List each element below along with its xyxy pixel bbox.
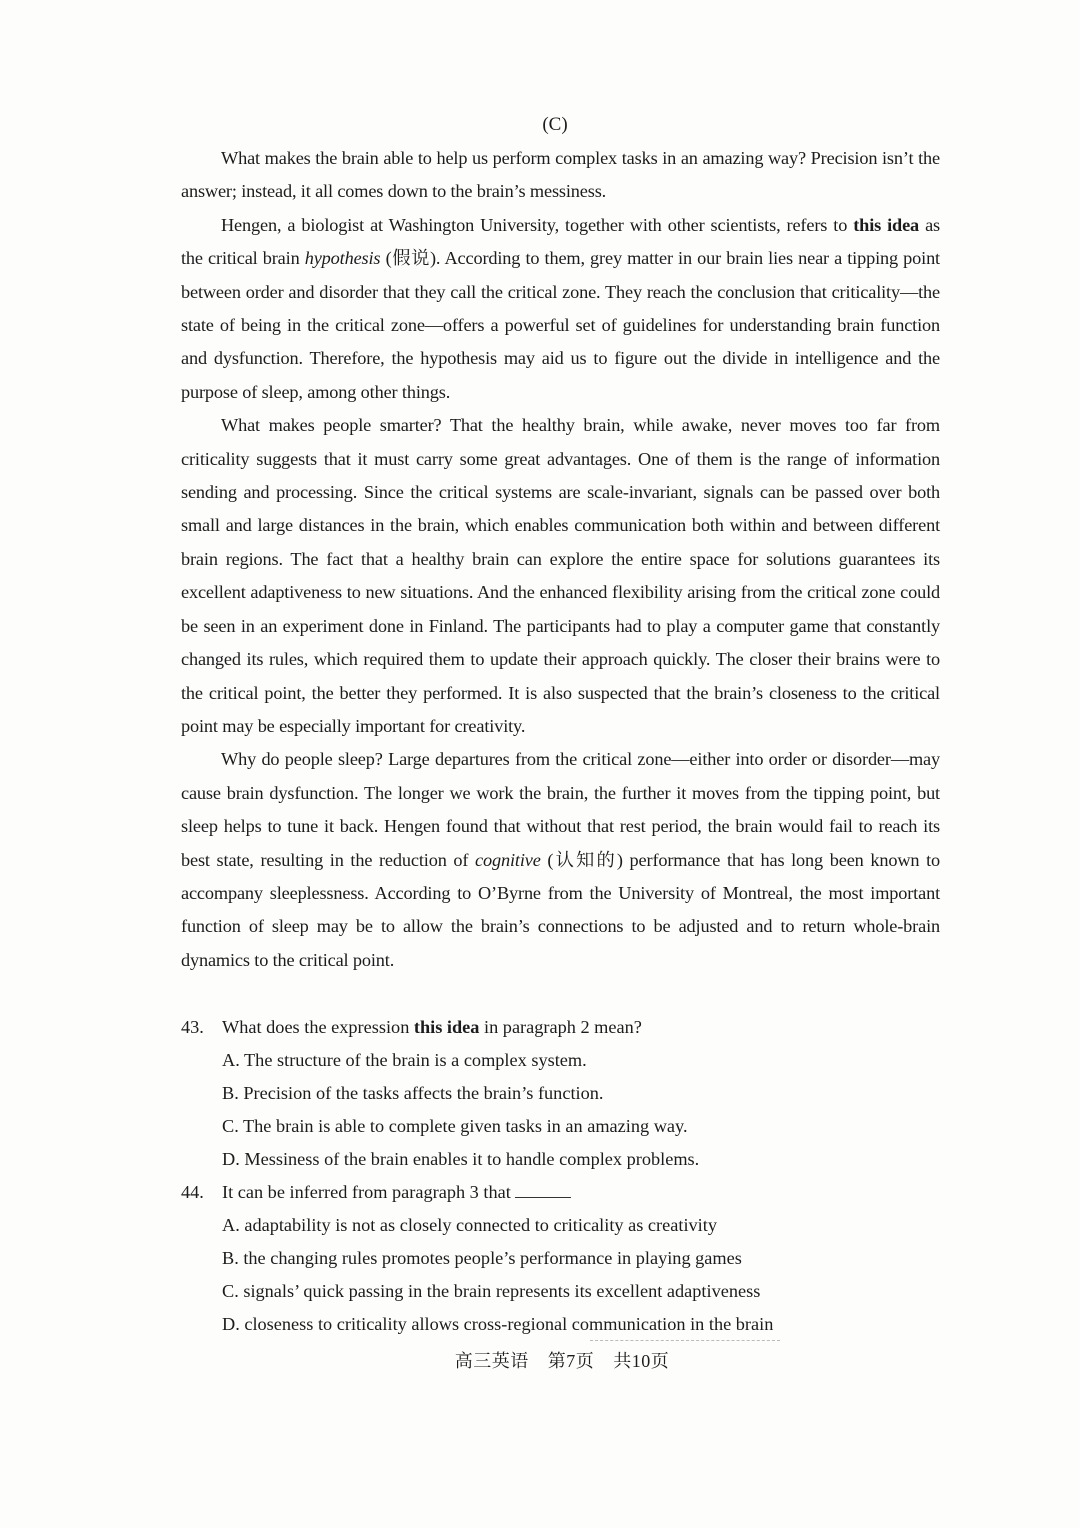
answer-options xyxy=(181,1209,940,1341)
paragraph-2 xyxy=(181,209,940,409)
question-44 xyxy=(181,1176,940,1341)
answer-option-d: D. closeness to criticality allows cross-regional communication in the brain xyxy=(222,1314,774,1334)
answer-option-a: A. The structure of the brain is a complex system. xyxy=(222,1050,587,1070)
question-number: 43. xyxy=(181,1017,204,1037)
question-43 xyxy=(181,1011,940,1176)
answer-option-b: B. Precision of the tasks affects the brain’s function. xyxy=(222,1083,604,1103)
question-text-b: in paragraph 2 mean? xyxy=(479,1017,642,1037)
answer-options xyxy=(181,1044,940,1176)
paragraph-2-text-b: as the critical brain xyxy=(181,214,940,269)
paragraph-2-text-a: Hengen, a biologist at Washington University, together with other scientists, refers to xyxy=(221,214,854,235)
paragraph-2-bold-phrase: this idea xyxy=(853,214,920,235)
question-text-a: What does the expression xyxy=(222,1017,414,1037)
divider xyxy=(590,1340,780,1342)
answer-option-b: B. the changing rules promotes people’s performance in playing games xyxy=(222,1248,742,1268)
answer-option-c: C. signals’ quick passing in the brain represents its excellent adaptiveness xyxy=(222,1281,761,1301)
paragraph-4-text-b: (认知的) performance that has long been known to accompany sleeplessness. According to O’Byrne from the University of Montreal, the most important function of sleep may be to allow the brain’s connections to be adjusted and to return whole-brain dynamics to the critical point. xyxy=(181,849,940,970)
question-number: 44. xyxy=(181,1182,204,1202)
answer-option-c: C. The brain is able to complete given tasks in an amazing way. xyxy=(222,1116,688,1136)
section-label: (C) xyxy=(542,114,568,135)
question-stem xyxy=(181,1176,940,1209)
question-text xyxy=(222,1176,571,1209)
paragraph-4 xyxy=(181,743,940,977)
footer-page-number: 第7页 xyxy=(547,1351,595,1371)
paragraph-4-italic-term: cognitive xyxy=(475,849,541,870)
footer-subject: 高三英语 xyxy=(454,1351,529,1371)
paragraph-2-text-c: (假说). According to them, grey matter in our brain lies near a tipping point between order and disorder that they call the critical zone. They reach the conclusion that criticality—the state of being in the critical zone—offers a powerful set of guidelines for understanding brain function and dysfunction. Therefore, the hypothesis may aid us to figure out the divide in intelligence and the purpose of sleep, among other things. xyxy=(181,248,940,402)
paragraph-4-text-a: Why do people sleep? Large departures from the critical zone—either into order or disorder—may cause brain dysfunction. The longer we work the brain, the further it moves from the tipping point, but sleep helps to tune it back. Hengen found that without that rest period, the brain would fail to reach its best state, resulting in the reduction of xyxy=(181,749,940,870)
question-list xyxy=(181,1011,940,1341)
answer-blank xyxy=(515,1183,571,1198)
footer-total-pages: 共10页 xyxy=(613,1351,670,1371)
question-stem xyxy=(181,1011,940,1044)
question-text xyxy=(222,1011,642,1044)
page-footer xyxy=(0,1347,1080,1373)
paragraph-1: What makes the brain able to help us perform complex tasks in an amazing way? Precision isn’t the answer; instead, it all comes down to the brain’s messiness. xyxy=(181,148,940,202)
paragraph-2-italic-term: hypothesis xyxy=(304,248,381,269)
reading-passage xyxy=(181,142,940,977)
question-bold-phrase: this idea xyxy=(413,1017,480,1037)
question-text-a: It can be inferred from paragraph 3 that xyxy=(222,1182,511,1202)
paragraph-3: What makes people smarter? That the healthy brain, while awake, never moves too far from criticality suggests that it must carry some great advantages. One of them is the range of information sending and processing. Since the critical systems are scale-invariant, signals can be passed over both small and large distances in the brain, which enables communication both within and between different brain regions. The fact that a healthy brain can explore the entire space for solutions guarantees its excellent adaptiveness to new situations. And the enhanced flexibility arising from the critical zone could be seen in an experiment done in Finland. The participants had to play a computer game that constantly changed its rules, which required them to update their approach quickly. The closer their brains were to the critical point, the better they performed. It is also suspected that the brain’s closeness to the critical point may be especially important for creativity. xyxy=(181,415,940,736)
answer-option-d: D. Messiness of the brain enables it to handle complex problems. xyxy=(222,1149,700,1169)
answer-option-a: A. adaptability is not as closely connected to criticality as creativity xyxy=(222,1215,717,1235)
